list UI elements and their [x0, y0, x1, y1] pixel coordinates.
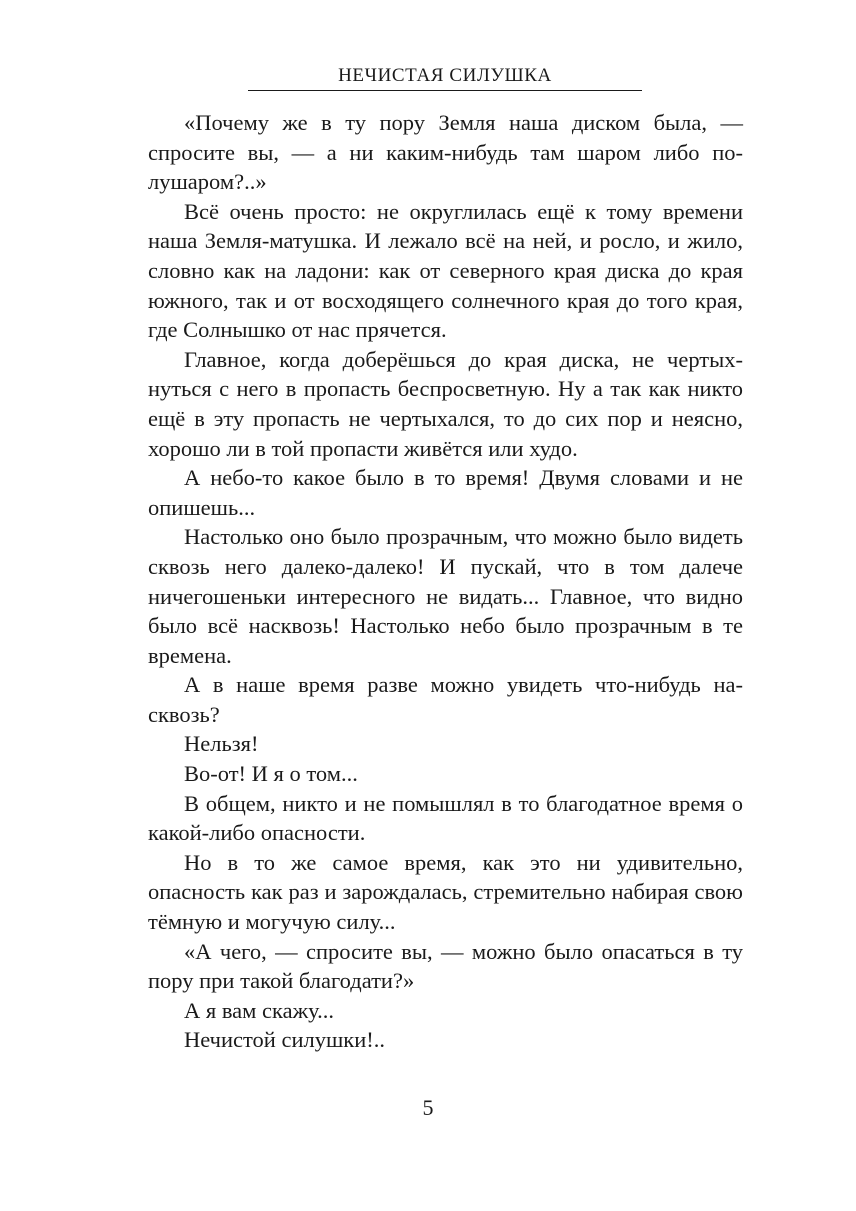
paragraph-1: «Почему же в ту пору Земля наша диском была, — спросите вы, — а ни каким-нибудь там шаром либо полушаром?..» — [148, 110, 743, 195]
paragraph-7: Нельзя! — [184, 731, 259, 757]
paragraph-12: А я вам скажу... — [184, 997, 335, 1023]
running-head-rule — [248, 90, 642, 91]
paragraph-2: Всё очень просто: не округлилась ещё к тому времени наша Земля-матушка. И лежало всё на ней, и росло, и жило, словно как на ладони: как от северного края диска до края южного, так и от восходящего солнечного края до того края, где Солнышко от нас прячется. — [148, 198, 743, 343]
paragraph-4: А небо-то какое было в то время! Двумя словами и не опишешь... — [148, 465, 743, 520]
paragraph-10: Но в то же самое время, как это ни удивительно, опасность как раз и зарождалась, стремительно набирая свою тёмную и могучую силу... — [148, 849, 743, 935]
paragraph-3: Главное, когда доберёшься до края диска, не чертыхнуться с него в пропасть беспросветную. Ну а так как никто ещё в эту пропасть не чертыхался, то до сих пор и неясно, хорошо ли в той пропасти живётся или худо. — [148, 346, 743, 461]
page-number: 5 — [422, 1095, 434, 1120]
paragraph-11: «А чего, — спросите вы, — можно было опасаться в ту пору при такой благодати?» — [148, 938, 743, 994]
paragraph-13: Нечистой силушки!.. — [184, 1027, 386, 1053]
body-text — [148, 108, 743, 1055]
paragraph-5: Настолько оно было прозрачным, что можно было видеть сквозь него далеко-далеко! И пускай, что в том далече ничегошеньки интересного не видать... Главное, что видно было всё насквозь! Настолько небо было прозрачным в те времена. — [148, 524, 743, 668]
running-head: НЕЧИСТАЯ СИЛУШКА — [338, 65, 552, 86]
paragraph-6: А в наше время разве можно увидеть что-нибудь насквозь? — [148, 672, 743, 727]
paragraph-8: Во-от! И я о том... — [184, 761, 358, 787]
paragraph-9: В общем, никто и не помышлял в то благодатное время о какой-либо опасности. — [148, 790, 743, 846]
